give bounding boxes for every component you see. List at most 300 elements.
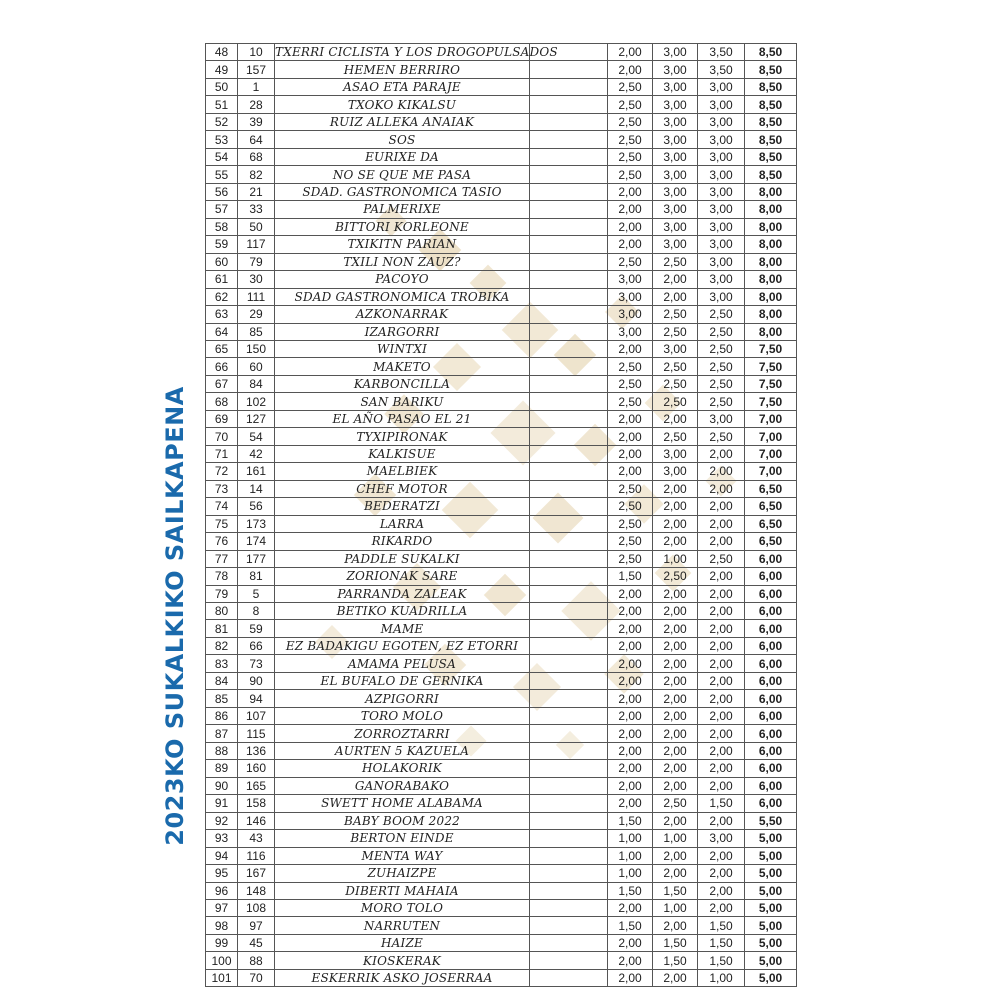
blank-cell: [530, 899, 608, 916]
blank-cell: [530, 568, 608, 585]
team-number-cell: 157: [238, 61, 275, 78]
score-3-cell: 1,50: [698, 917, 745, 934]
score-1-cell: 2,00: [608, 445, 653, 462]
score-2-cell: 2,00: [653, 742, 698, 759]
team-name-cell: TORO MOLO: [275, 707, 530, 724]
score-2-cell: 3,00: [653, 131, 698, 148]
team-number-cell: 54: [238, 428, 275, 445]
rank-cell: 77: [206, 550, 238, 567]
team-name-cell: IZARGORRI: [275, 323, 530, 340]
score-2-cell: 2,00: [653, 777, 698, 794]
team-number-cell: 64: [238, 131, 275, 148]
table-row: [206, 271, 797, 288]
total-score-cell: 8,00: [745, 201, 797, 218]
total-score-cell: 7,00: [745, 410, 797, 427]
team-name-cell: BEDERATZI: [275, 498, 530, 515]
blank-cell: [530, 183, 608, 200]
team-name-cell: AURTEN 5 KAZUELA: [275, 742, 530, 759]
blank-cell: [530, 882, 608, 899]
total-score-cell: 6,00: [745, 603, 797, 620]
total-score-cell: 8,50: [745, 113, 797, 130]
blank-cell: [530, 760, 608, 777]
team-name-cell: CHEF MOTOR: [275, 480, 530, 497]
rank-cell: 69: [206, 410, 238, 427]
team-name-cell: PARRANDA ZALEAK: [275, 585, 530, 602]
total-score-cell: 8,00: [745, 183, 797, 200]
score-1-cell: 3,00: [608, 323, 653, 340]
rank-cell: 60: [206, 253, 238, 270]
team-name-cell: PALMERIXE: [275, 201, 530, 218]
table-row: [206, 952, 797, 969]
team-number-cell: 88: [238, 952, 275, 969]
score-1-cell: 2,50: [608, 550, 653, 567]
blank-cell: [530, 952, 608, 969]
team-name-cell: ZORROZTARRI: [275, 725, 530, 742]
score-2-cell: 1,00: [653, 550, 698, 567]
blank-cell: [530, 306, 608, 323]
team-name-cell: SAN BARIKU: [275, 393, 530, 410]
total-score-cell: 6,50: [745, 515, 797, 532]
score-3-cell: 3,50: [698, 44, 745, 61]
score-2-cell: 3,00: [653, 445, 698, 462]
blank-cell: [530, 358, 608, 375]
blank-cell: [530, 288, 608, 305]
score-2-cell: 3,00: [653, 78, 698, 95]
table-row: [206, 148, 797, 165]
rank-cell: 76: [206, 533, 238, 550]
team-number-cell: 127: [238, 410, 275, 427]
score-1-cell: 2,50: [608, 148, 653, 165]
score-3-cell: 2,00: [698, 498, 745, 515]
team-name-cell: HOLAKORIK: [275, 760, 530, 777]
rank-cell: 93: [206, 830, 238, 847]
team-number-cell: 117: [238, 236, 275, 253]
rank-cell: 57: [206, 201, 238, 218]
blank-cell: [530, 428, 608, 445]
score-1-cell: 1,00: [608, 830, 653, 847]
score-2-cell: 3,00: [653, 218, 698, 235]
score-3-cell: 2,50: [698, 428, 745, 445]
team-name-cell: LARRA: [275, 515, 530, 532]
team-number-cell: 39: [238, 113, 275, 130]
score-3-cell: 2,50: [698, 393, 745, 410]
score-3-cell: 2,00: [698, 742, 745, 759]
table-row: [206, 603, 797, 620]
rank-cell: 81: [206, 620, 238, 637]
team-name-cell: ZUHAIZPE: [275, 865, 530, 882]
table-row: [206, 917, 797, 934]
score-2-cell: 2,50: [653, 375, 698, 392]
team-number-cell: 108: [238, 899, 275, 916]
team-number-cell: 68: [238, 148, 275, 165]
blank-cell: [530, 131, 608, 148]
team-name-cell: TXIKITN PARIAN: [275, 236, 530, 253]
rank-cell: 79: [206, 585, 238, 602]
total-score-cell: 6,00: [745, 568, 797, 585]
score-3-cell: 2,00: [698, 585, 745, 602]
table-row: [206, 288, 797, 305]
team-name-cell: MENTA WAY: [275, 847, 530, 864]
team-number-cell: 174: [238, 533, 275, 550]
score-1-cell: 2,00: [608, 725, 653, 742]
score-3-cell: 2,50: [698, 358, 745, 375]
table-row: [206, 166, 797, 183]
team-name-cell: AZPIGORRI: [275, 690, 530, 707]
table-row: [206, 707, 797, 724]
team-number-cell: 50: [238, 218, 275, 235]
total-score-cell: 8,50: [745, 61, 797, 78]
blank-cell: [530, 480, 608, 497]
team-number-cell: 70: [238, 969, 275, 986]
score-2-cell: 2,00: [653, 690, 698, 707]
score-2-cell: 2,00: [653, 410, 698, 427]
score-1-cell: 2,00: [608, 603, 653, 620]
blank-cell: [530, 148, 608, 165]
rank-cell: 70: [206, 428, 238, 445]
rank-cell: 92: [206, 812, 238, 829]
team-number-cell: 115: [238, 725, 275, 742]
score-3-cell: 2,00: [698, 533, 745, 550]
rank-cell: 97: [206, 899, 238, 916]
table-row: [206, 410, 797, 427]
total-score-cell: 6,00: [745, 637, 797, 654]
team-number-cell: 42: [238, 445, 275, 462]
total-score-cell: 8,00: [745, 271, 797, 288]
team-name-cell: EL BUFALO DE GERNIKA: [275, 672, 530, 689]
blank-cell: [530, 340, 608, 357]
score-3-cell: 3,00: [698, 148, 745, 165]
rank-cell: 87: [206, 725, 238, 742]
team-name-cell: MAELBIEK: [275, 463, 530, 480]
team-number-cell: 167: [238, 865, 275, 882]
score-1-cell: 2,50: [608, 78, 653, 95]
total-score-cell: 8,50: [745, 78, 797, 95]
team-name-cell: TYXIPIRONAK: [275, 428, 530, 445]
team-number-cell: 8: [238, 603, 275, 620]
total-score-cell: 6,50: [745, 498, 797, 515]
score-2-cell: 2,00: [653, 812, 698, 829]
score-1-cell: 2,50: [608, 131, 653, 148]
rank-cell: 91: [206, 795, 238, 812]
table-row: [206, 690, 797, 707]
team-name-cell: BITTORI KORLEONE: [275, 218, 530, 235]
rank-cell: 94: [206, 847, 238, 864]
team-number-cell: 107: [238, 707, 275, 724]
total-score-cell: 8,50: [745, 96, 797, 113]
score-1-cell: 2,50: [608, 498, 653, 515]
blank-cell: [530, 585, 608, 602]
team-number-cell: 85: [238, 323, 275, 340]
score-3-cell: 3,00: [698, 830, 745, 847]
team-number-cell: 21: [238, 183, 275, 200]
team-name-cell: HEMEN BERRIRO: [275, 61, 530, 78]
table-row: [206, 96, 797, 113]
blank-cell: [530, 201, 608, 218]
total-score-cell: 6,00: [745, 707, 797, 724]
team-name-cell: ZORIONAK SARE: [275, 568, 530, 585]
score-1-cell: 2,00: [608, 428, 653, 445]
score-1-cell: 3,00: [608, 306, 653, 323]
score-1-cell: 2,00: [608, 899, 653, 916]
rank-cell: 65: [206, 340, 238, 357]
team-name-cell: KALKISUE: [275, 445, 530, 462]
score-3-cell: 2,00: [698, 637, 745, 654]
table-row: [206, 253, 797, 270]
team-number-cell: 136: [238, 742, 275, 759]
score-1-cell: 2,00: [608, 760, 653, 777]
table-row: [206, 533, 797, 550]
rank-cell: 67: [206, 375, 238, 392]
rank-cell: 95: [206, 865, 238, 882]
team-number-cell: 90: [238, 672, 275, 689]
rank-cell: 85: [206, 690, 238, 707]
rank-cell: 50: [206, 78, 238, 95]
blank-cell: [530, 445, 608, 462]
table-row: [206, 899, 797, 916]
blank-cell: [530, 323, 608, 340]
total-score-cell: 5,00: [745, 969, 797, 986]
score-1-cell: 2,00: [608, 795, 653, 812]
score-1-cell: 3,00: [608, 271, 653, 288]
rank-cell: 84: [206, 672, 238, 689]
total-score-cell: 6,00: [745, 550, 797, 567]
team-number-cell: 161: [238, 463, 275, 480]
team-number-cell: 5: [238, 585, 275, 602]
rank-cell: 48: [206, 44, 238, 61]
team-number-cell: 173: [238, 515, 275, 532]
score-3-cell: 3,00: [698, 271, 745, 288]
rank-cell: 74: [206, 498, 238, 515]
team-number-cell: 33: [238, 201, 275, 218]
team-name-cell: DIBERTI MAHAIA: [275, 882, 530, 899]
table-row: [206, 742, 797, 759]
team-name-cell: RIKARDO: [275, 533, 530, 550]
score-3-cell: 3,00: [698, 236, 745, 253]
total-score-cell: 8,00: [745, 253, 797, 270]
table-row: [206, 812, 797, 829]
total-score-cell: 8,50: [745, 131, 797, 148]
total-score-cell: 5,00: [745, 899, 797, 916]
table-row: [206, 61, 797, 78]
team-number-cell: 60: [238, 358, 275, 375]
score-1-cell: 2,00: [608, 777, 653, 794]
rank-cell: 83: [206, 655, 238, 672]
table-row: [206, 969, 797, 986]
table-row: [206, 882, 797, 899]
table-row: [206, 480, 797, 497]
score-2-cell: 2,00: [653, 917, 698, 934]
blank-cell: [530, 707, 608, 724]
total-score-cell: 7,00: [745, 463, 797, 480]
score-1-cell: 2,00: [608, 934, 653, 951]
score-2-cell: 2,00: [653, 969, 698, 986]
rank-cell: 86: [206, 707, 238, 724]
team-name-cell: SWETT HOME ALABAMA: [275, 795, 530, 812]
team-number-cell: 165: [238, 777, 275, 794]
table-row: [206, 637, 797, 654]
total-score-cell: 5,00: [745, 847, 797, 864]
score-3-cell: 3,00: [698, 131, 745, 148]
score-3-cell: 3,50: [698, 61, 745, 78]
rank-cell: 59: [206, 236, 238, 253]
total-score-cell: 5,50: [745, 812, 797, 829]
score-1-cell: 2,00: [608, 742, 653, 759]
team-name-cell: BERTON EINDE: [275, 830, 530, 847]
team-name-cell: HAIZE: [275, 934, 530, 951]
blank-cell: [530, 603, 608, 620]
score-1-cell: 2,50: [608, 480, 653, 497]
score-1-cell: 2,50: [608, 166, 653, 183]
rank-cell: 49: [206, 61, 238, 78]
score-3-cell: 2,00: [698, 445, 745, 462]
table-row: [206, 236, 797, 253]
rank-cell: 90: [206, 777, 238, 794]
blank-cell: [530, 725, 608, 742]
team-number-cell: 59: [238, 620, 275, 637]
total-score-cell: 7,00: [745, 445, 797, 462]
score-3-cell: 2,00: [698, 672, 745, 689]
team-name-cell: AZKONARRAK: [275, 306, 530, 323]
blank-cell: [530, 690, 608, 707]
score-1-cell: 2,00: [608, 707, 653, 724]
table-row: [206, 201, 797, 218]
table-row: [206, 725, 797, 742]
team-number-cell: 158: [238, 795, 275, 812]
score-2-cell: 2,00: [653, 865, 698, 882]
score-3-cell: 2,00: [698, 515, 745, 532]
team-number-cell: 177: [238, 550, 275, 567]
blank-cell: [530, 742, 608, 759]
score-1-cell: 1,50: [608, 917, 653, 934]
rank-cell: 68: [206, 393, 238, 410]
table-row: [206, 777, 797, 794]
score-2-cell: 3,00: [653, 463, 698, 480]
team-number-cell: 150: [238, 340, 275, 357]
total-score-cell: 8,50: [745, 148, 797, 165]
score-2-cell: 3,00: [653, 148, 698, 165]
total-score-cell: 6,00: [745, 690, 797, 707]
team-name-cell: ESKERRIK ASKO JOSERRAA: [275, 969, 530, 986]
table-row: [206, 340, 797, 357]
score-2-cell: 3,00: [653, 113, 698, 130]
total-score-cell: 8,50: [745, 44, 797, 61]
score-1-cell: 2,00: [608, 672, 653, 689]
team-number-cell: 148: [238, 882, 275, 899]
total-score-cell: 6,00: [745, 585, 797, 602]
side-title-text: 2023KO SUKALKIKO SAILKAPENA: [160, 386, 189, 846]
total-score-cell: 5,00: [745, 917, 797, 934]
blank-cell: [530, 533, 608, 550]
blank-cell: [530, 847, 608, 864]
table-row: [206, 463, 797, 480]
team-name-cell: TXILI NON ZAUZ?: [275, 253, 530, 270]
score-1-cell: 1,50: [608, 812, 653, 829]
score-3-cell: 2,00: [698, 463, 745, 480]
score-1-cell: 2,50: [608, 113, 653, 130]
score-3-cell: 2,50: [698, 340, 745, 357]
total-score-cell: 5,00: [745, 934, 797, 951]
score-2-cell: 2,00: [653, 760, 698, 777]
score-3-cell: 2,00: [698, 603, 745, 620]
score-2-cell: 2,00: [653, 725, 698, 742]
rank-cell: 56: [206, 183, 238, 200]
score-1-cell: 2,50: [608, 393, 653, 410]
score-3-cell: 3,00: [698, 113, 745, 130]
team-name-cell: MORO TOLO: [275, 899, 530, 916]
score-3-cell: 1,50: [698, 795, 745, 812]
table-row: [206, 44, 797, 61]
total-score-cell: 8,00: [745, 218, 797, 235]
score-3-cell: 1,50: [698, 952, 745, 969]
score-2-cell: 2,50: [653, 358, 698, 375]
ranking-table-body: [206, 44, 797, 987]
total-score-cell: 6,00: [745, 760, 797, 777]
team-number-cell: 81: [238, 568, 275, 585]
blank-cell: [530, 672, 608, 689]
table-row: [206, 795, 797, 812]
rank-cell: 61: [206, 271, 238, 288]
team-name-cell: ASAO ETA PARAJE: [275, 78, 530, 95]
score-3-cell: 2,00: [698, 882, 745, 899]
table-row: [206, 568, 797, 585]
table-row: [206, 498, 797, 515]
blank-cell: [530, 113, 608, 130]
blank-cell: [530, 96, 608, 113]
rank-cell: 98: [206, 917, 238, 934]
rank-cell: 54: [206, 148, 238, 165]
score-1-cell: 2,00: [608, 655, 653, 672]
blank-cell: [530, 969, 608, 986]
score-3-cell: 3,00: [698, 183, 745, 200]
blank-cell: [530, 218, 608, 235]
blank-cell: [530, 393, 608, 410]
score-3-cell: 2,00: [698, 812, 745, 829]
table-row: [206, 865, 797, 882]
rank-cell: 75: [206, 515, 238, 532]
score-2-cell: 3,00: [653, 61, 698, 78]
score-3-cell: 2,00: [698, 655, 745, 672]
rank-cell: 55: [206, 166, 238, 183]
table-row: [206, 830, 797, 847]
total-score-cell: 6,50: [745, 533, 797, 550]
total-score-cell: 6,50: [745, 480, 797, 497]
score-2-cell: 2,00: [653, 480, 698, 497]
table-row: [206, 393, 797, 410]
score-1-cell: 2,00: [608, 236, 653, 253]
rank-cell: 64: [206, 323, 238, 340]
score-3-cell: 3,00: [698, 218, 745, 235]
team-name-cell: WINTXI: [275, 340, 530, 357]
score-2-cell: 2,00: [653, 288, 698, 305]
score-3-cell: 1,50: [698, 934, 745, 951]
score-1-cell: 2,50: [608, 96, 653, 113]
blank-cell: [530, 550, 608, 567]
blank-cell: [530, 620, 608, 637]
table-row: [206, 847, 797, 864]
score-2-cell: 1,50: [653, 934, 698, 951]
total-score-cell: 6,00: [745, 795, 797, 812]
total-score-cell: 5,00: [745, 882, 797, 899]
blank-cell: [530, 637, 608, 654]
rank-cell: 72: [206, 463, 238, 480]
score-1-cell: 2,00: [608, 410, 653, 427]
score-1-cell: 2,00: [608, 340, 653, 357]
score-1-cell: 2,00: [608, 620, 653, 637]
blank-cell: [530, 253, 608, 270]
score-2-cell: 1,00: [653, 899, 698, 916]
rank-cell: 99: [206, 934, 238, 951]
team-number-cell: 66: [238, 637, 275, 654]
